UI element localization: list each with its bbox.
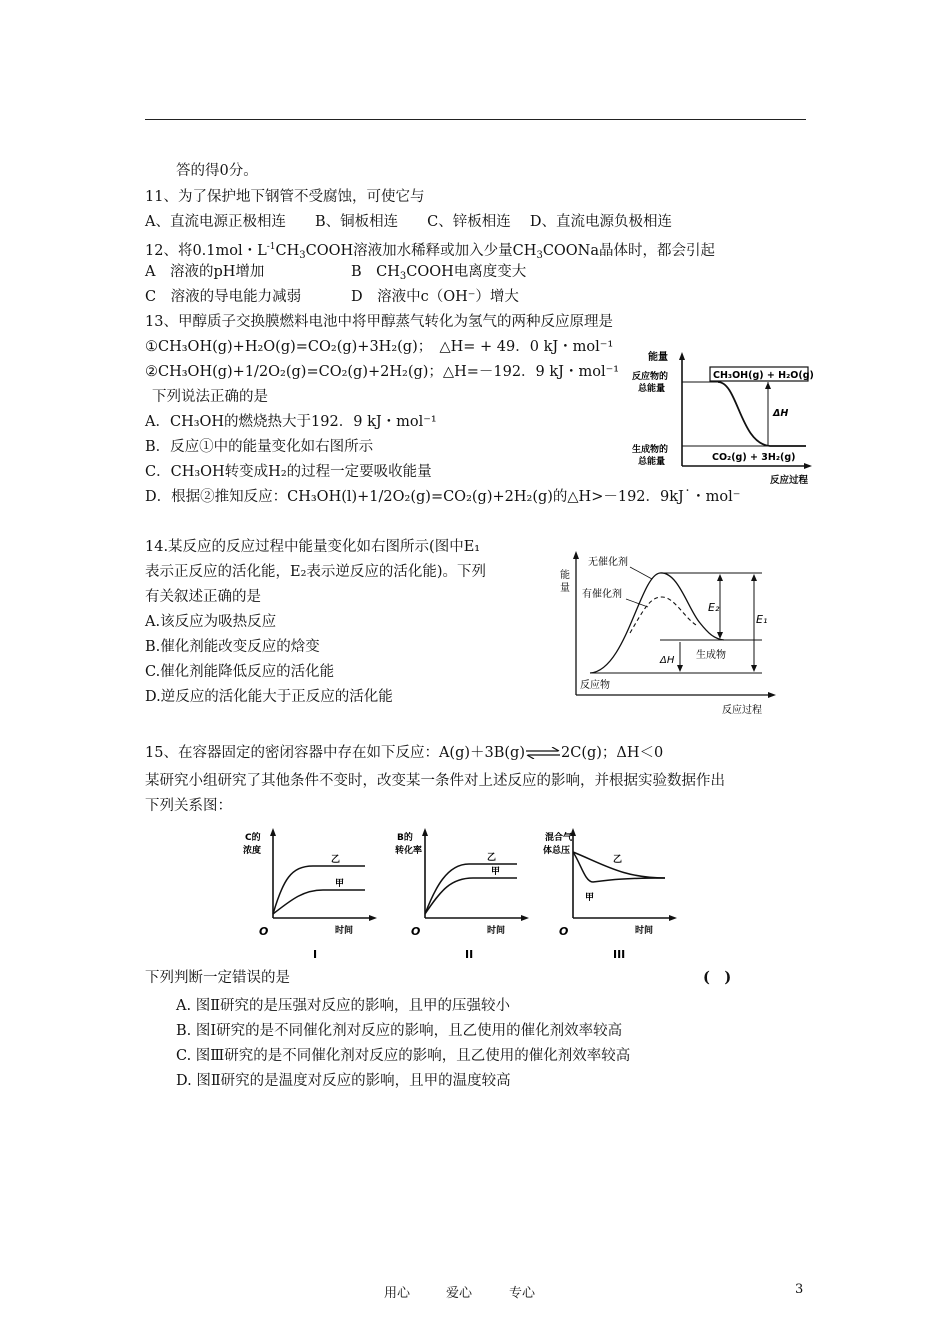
q11-stem: 11、为了保护地下钢管不受腐蚀，可使它与	[145, 189, 425, 205]
header-rule	[145, 119, 806, 120]
footer-aixin: 爱心	[446, 1286, 473, 1301]
q14-fig-no-catalyst-pointer	[630, 567, 652, 579]
q13-stem: 13、甲醇质子交换膜燃料电池中将甲醇蒸气转化为氢气的两种反应原理是	[145, 314, 613, 330]
q13-x-arrow	[804, 463, 812, 469]
q12-opt-d: D 溶液中c（OH⁻）增大	[351, 289, 519, 305]
q15-chart-1-x-arrow	[369, 915, 377, 921]
q15-opt-c: C. 图Ⅲ研究的是不同催化剂对反应的影响，且乙使用的催化剂效率较高	[176, 1048, 631, 1064]
q15-chart-2-x-arrow	[521, 915, 529, 921]
q15-chart-3-ylabel-1: 混合气	[545, 833, 573, 843]
q15-opt-a: A. 图Ⅱ研究的是压强对反应的影响，且甲的压强较小	[176, 998, 511, 1014]
q14-opt-b: B.催化剂能改变反应的焓变	[145, 639, 320, 655]
q13-fig-product-label-1: 生成物的	[632, 445, 669, 455]
q12-opt-b-a: B CH	[351, 264, 400, 280]
q15-ask-text: 下列判断一定错误的是	[145, 970, 290, 986]
q13-fig-reactant-label-1: 反应物的	[632, 372, 669, 382]
q15-chart-2-series-top	[425, 864, 517, 914]
page-number: 3	[795, 1282, 804, 1297]
q15-chart-2-xlabel: 时间	[487, 926, 506, 936]
q15-opt-b: B. 图Ⅰ研究的是不同催化剂对反应的影响，且乙使用的催化剂效率较高	[176, 1023, 623, 1039]
q15-chart-3-xlabel: 时间	[635, 926, 654, 936]
q15-chart-1-series-bottom	[273, 890, 365, 914]
q13-opt-c: C．CH₃OH转变成H₂的过程一定要吸收能量	[145, 464, 432, 480]
q14-x-arrow	[768, 692, 776, 698]
q15-ask	[145, 968, 290, 988]
q12-opt-b-b: COOH电离度变大	[406, 264, 527, 280]
q15-chart-3-ylabel-2: 体总压	[543, 846, 571, 856]
q14-opt-c: C.催化剂能降低反应的活化能	[145, 664, 335, 680]
q11-options: A、直流电源正极相连 B、铜板相连 C、锌板相连 D、直流电源负极相连	[145, 214, 672, 230]
q15-equilibrium-arrow	[525, 747, 561, 759]
q14-fig-xlabel: 反应过程	[722, 705, 762, 716]
q14-fig-e1-head-top	[751, 574, 757, 581]
q14-fig-ylabel-char-2: 量	[560, 583, 570, 594]
q12-stem-a: 12、将0.1mol・L	[145, 243, 267, 259]
q12-stem-d: COONa晶体时，都会引起	[542, 243, 716, 259]
q14-fig-with-catalyst-pointer	[626, 599, 648, 607]
q14-line-1: 14.某反应的反应过程中能量变化如右图所示(图中E₁	[145, 539, 481, 555]
q15-chart-2-series-top-label: 乙	[487, 853, 497, 863]
q15-chart-3-roman: III	[613, 948, 626, 961]
q15-chart-2-roman: II	[465, 948, 474, 961]
q14-fig-e2-label: E₂	[708, 601, 720, 614]
q13-fig-dh-label: ΔH	[773, 408, 789, 419]
q13-opt-b: B．反应①中的能量变化如右图所示	[145, 439, 374, 455]
q12-stem-c: COOH溶液加水稀释或加入少量CH	[305, 243, 537, 259]
q14-fig-product-label: 生成物	[696, 650, 726, 661]
q14-opt-a: A.该反应为吸热反应	[145, 614, 277, 630]
q12-opt-a: A 溶液的pH增加	[145, 264, 265, 280]
q12-stem-b: CH	[275, 243, 300, 259]
q15-line-2: 某研究小组研究了其他条件不变时，改变某一条件对上述反应的影响，并根据实验数据作出	[145, 773, 725, 789]
q13-fig-ylabel: 能量	[648, 352, 668, 363]
q15-chart-3-origin: O	[559, 925, 569, 938]
q13-fig-xlabel: 反应过程	[770, 475, 809, 486]
q12-opt-b-sub: 3	[399, 271, 407, 282]
q13-energy-diagram	[630, 348, 815, 488]
q14-opt-d: D.逆反应的活化能大于正反应的活化能	[145, 689, 393, 705]
q15-chart-3-x-arrow	[669, 915, 677, 921]
q13-opt-d: D．根据②推知反应：CH₃OH(l)+1/2O₂(g)=CO₂(g)+2H₂(g)的△H>－192．9kJ˙・mol⁻	[145, 489, 741, 505]
q12-stem-sup: -1	[266, 242, 276, 252]
q12-stem-sub2: 3	[536, 250, 543, 261]
q13-fig-reactant-label-2: 总能量	[638, 384, 666, 394]
q14-fig-with-catalyst-label: 有催化剂	[582, 589, 622, 600]
q15-chart-1-series-top-label: 乙	[331, 855, 341, 865]
q14-fig-e1-label: E₁	[756, 613, 768, 626]
q13-fig-energy-curve	[718, 382, 806, 446]
q13-fig-product-formula: CO₂(g) + 3H₂(g)	[712, 452, 796, 463]
q13-fig-product-label-2: 总能量	[638, 457, 666, 467]
q14-line-2: 表示正反应的活化能，E₂表示逆反应的活化能)。下列	[145, 564, 487, 580]
q15-chart-1-roman: I	[313, 948, 318, 961]
q14-fig-ylabel-char-1: 能	[560, 570, 570, 581]
q15-chart-3-series-bottom-label: 甲	[585, 893, 595, 903]
q13-reaction-1: ①CH₃OH(g)+H₂O(g)=CO₂(g)+3H₂(g)； △H= + 49．0 kJ・mol⁻¹	[145, 339, 614, 355]
q14-y-arrow	[573, 551, 579, 559]
q14-fig-no-catalyst-label: 无催化剂	[588, 557, 628, 568]
q12-stem-sub: 3	[299, 250, 306, 261]
q15-chart-1-ylabel-2: 浓度	[243, 846, 262, 856]
q15-chart-2-origin: O	[411, 925, 421, 938]
footer-zhuanxin: 专心	[509, 1286, 536, 1301]
q15-stem-b: 2C(g)；ΔH＜0	[561, 745, 664, 761]
q13-reaction-2: ②CH₃OH(g)+1/2O₂(g)=CO₂(g)+2H₂(g)；△H=－192．9 kJ・mol⁻¹	[145, 364, 620, 380]
q14-fig-dh-label: ΔH	[660, 655, 675, 666]
q15-charts	[243, 820, 683, 968]
q15-chart-2-y-arrow	[422, 828, 428, 836]
q15-chart-2-series-bottom-label: 甲	[491, 867, 501, 877]
q15-chart-1-y-arrow	[270, 828, 276, 836]
q15-stem-a: 15、在容器固定的密闭容器中存在如下反应：A(g)＋3B(g)	[145, 745, 525, 761]
footer-yongxin: 用心	[384, 1286, 411, 1301]
q13-fig-dh-arrow	[765, 382, 771, 389]
q15-chart-1-series-bottom-label: 甲	[335, 879, 345, 889]
q15-answer-bracket: ( )	[703, 969, 732, 986]
q15-chart-1-origin: O	[259, 925, 269, 938]
q15-stem	[145, 743, 663, 763]
q13-opt-a: A．CH₃OH的燃烧热大于192．9 kJ・mol⁻¹	[145, 414, 437, 430]
q12-opt-b	[351, 262, 526, 287]
q15-chart-1-xlabel: 时间	[335, 926, 354, 936]
q13-ask: 下列说法正确的是	[152, 389, 268, 405]
q15-chart-3-series-top-label: 乙	[613, 855, 623, 865]
q12-opt-c: C 溶液的导电能力减弱	[145, 289, 302, 305]
q15-chart-2-ylabel-2: 转化率	[395, 846, 423, 856]
q15-chart-1-ylabel-1: C的	[245, 833, 261, 843]
q14-energy-diagram	[548, 545, 780, 720]
q14-fig-dh-head	[677, 665, 683, 672]
q15-opt-d: D. 图Ⅱ研究的是温度对反应的影响，且甲的温度较高	[176, 1073, 511, 1089]
q15-line-3: 下列关系图：	[145, 798, 232, 814]
q15-chart-2-ylabel-1: B的	[397, 833, 413, 843]
q14-fig-reactant-label: 反应物	[580, 680, 610, 691]
q13-y-arrow	[679, 352, 685, 360]
q15-charts-svg	[243, 820, 683, 968]
q10-tail: 答的得0分。	[176, 163, 258, 179]
q14-fig-e1-head-bottom	[751, 665, 757, 672]
q13-fig-reactant-formula: CH₃OH(g) + H₂O(g)	[713, 370, 814, 381]
q14-fig-e2-head-top	[717, 574, 723, 581]
q14-line-3: 有关叙述正确的是	[145, 589, 261, 605]
